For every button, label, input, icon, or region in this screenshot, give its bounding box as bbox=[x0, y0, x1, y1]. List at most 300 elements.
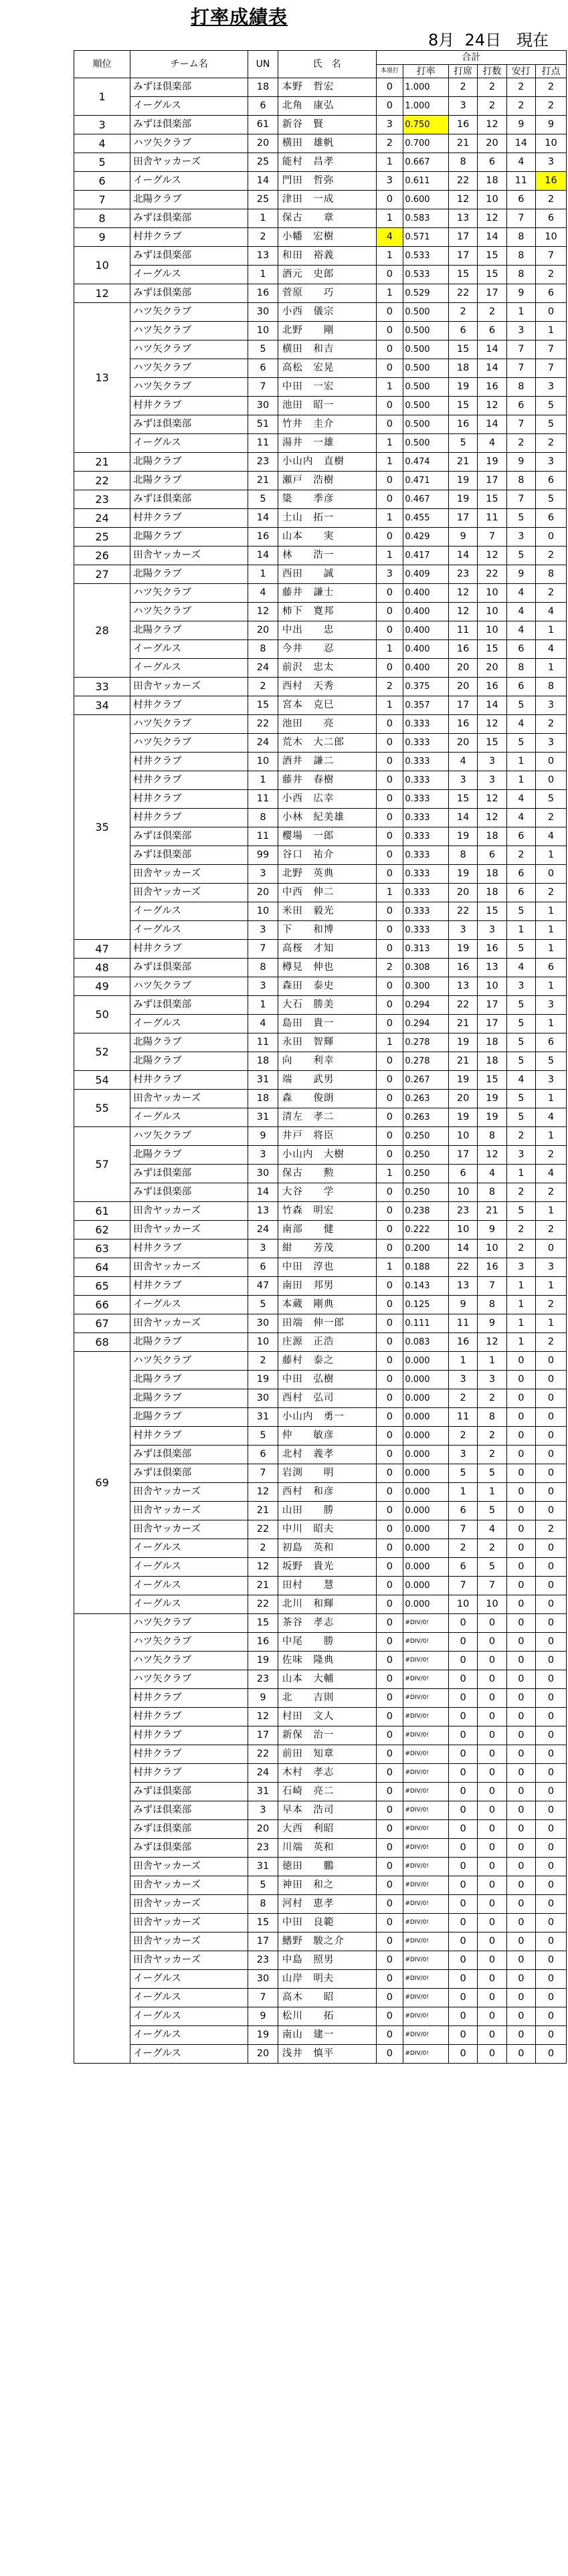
table-row bbox=[74, 1165, 567, 1183]
at-bats-cell: 16 bbox=[478, 378, 506, 397]
player-name-cell: 藤井 春樹 bbox=[278, 771, 376, 790]
rbi-cell: 6 bbox=[535, 472, 566, 490]
home-runs-cell: 0 bbox=[376, 1783, 403, 1801]
table-row bbox=[74, 1464, 567, 1483]
team-cell: 田舎ヤッカーズ bbox=[130, 1951, 248, 1970]
team-cell: 田舎ヤッカーズ bbox=[130, 1258, 248, 1277]
home-runs-cell: 0 bbox=[376, 1708, 403, 1726]
home-runs-cell: 0 bbox=[376, 1989, 403, 2007]
at-bats-cell: 17 bbox=[478, 472, 506, 490]
at-bats-cell: 12 bbox=[478, 209, 506, 228]
average-cell: #DIV/0! bbox=[403, 1895, 449, 1914]
table-row bbox=[74, 1090, 567, 1108]
average-cell: 0.313 bbox=[403, 940, 449, 959]
table-row bbox=[74, 1520, 567, 1539]
hits-cell: 4 bbox=[506, 1071, 535, 1090]
home-runs-cell: 0 bbox=[376, 1520, 403, 1539]
at-bats-cell: 0 bbox=[478, 2026, 506, 2045]
average-cell: #DIV/0! bbox=[403, 1783, 449, 1801]
team-cell: 村井クラブ bbox=[130, 809, 248, 827]
average-cell: 0.333 bbox=[403, 715, 449, 734]
team-cell: 田舎ヤッカーズ bbox=[130, 547, 248, 565]
average-cell: 0.238 bbox=[403, 1202, 449, 1221]
at-bats-cell: 9 bbox=[478, 1221, 506, 1240]
uniform-number-cell: 30 bbox=[248, 303, 278, 322]
at-bats-cell: 13 bbox=[478, 959, 506, 977]
player-name-cell: 茶谷 孝志 bbox=[278, 1614, 376, 1633]
team-cell: 北陽クラブ bbox=[130, 1371, 248, 1389]
team-cell: イーグルス bbox=[130, 1970, 248, 1989]
rank-cell: 3 bbox=[74, 116, 130, 134]
table-row bbox=[74, 1146, 567, 1165]
plate-appearances-cell: 0 bbox=[448, 1764, 477, 1783]
rank-cell: 23 bbox=[74, 490, 130, 509]
plate-appearances-cell: 13 bbox=[448, 977, 477, 996]
table-row bbox=[74, 397, 567, 415]
rank-cell: 25 bbox=[74, 528, 130, 547]
rank-cell: 4 bbox=[74, 134, 130, 153]
plate-appearances-cell: 17 bbox=[448, 1146, 477, 1165]
table-row bbox=[74, 1820, 567, 1839]
plate-appearances-cell: 19 bbox=[448, 865, 477, 884]
at-bats-cell: 3 bbox=[478, 771, 506, 790]
uniform-number-cell: 19 bbox=[248, 1371, 278, 1389]
rbi-cell: 0 bbox=[535, 1914, 566, 1933]
rbi-cell: 6 bbox=[535, 509, 566, 528]
team-cell: 村井クラブ bbox=[130, 1708, 248, 1726]
rbi-cell: 1 bbox=[535, 1277, 566, 1296]
player-name-cell: 大石 勝美 bbox=[278, 996, 376, 1015]
home-runs-cell: 0 bbox=[376, 1539, 403, 1558]
player-name-cell: 池田 昭一 bbox=[278, 397, 376, 415]
uniform-number-cell: 11 bbox=[248, 434, 278, 453]
rbi-cell: 3 bbox=[535, 1258, 566, 1277]
at-bats-cell: 18 bbox=[478, 1052, 506, 1071]
hits-cell: 1 bbox=[506, 1165, 535, 1183]
plate-appearances-cell: 22 bbox=[448, 172, 477, 191]
uniform-number-cell: 5 bbox=[248, 340, 278, 359]
team-cell: みずほ倶楽部 bbox=[130, 78, 248, 97]
hits-cell: 5 bbox=[506, 547, 535, 565]
uniform-number-cell: 1 bbox=[248, 266, 278, 284]
rbi-cell: 0 bbox=[535, 2045, 566, 2064]
table-row bbox=[74, 1352, 567, 1371]
player-name-cell: 竹井 圭介 bbox=[278, 415, 376, 434]
rbi-cell: 10 bbox=[535, 228, 566, 247]
rank-cell: 33 bbox=[74, 678, 130, 696]
uniform-number-cell: 21 bbox=[248, 1502, 278, 1520]
rbi-cell: 4 bbox=[535, 640, 566, 659]
average-cell: 0.474 bbox=[403, 453, 449, 472]
table-row bbox=[74, 1951, 567, 1970]
plate-appearances-cell: 17 bbox=[448, 247, 477, 266]
at-bats-cell: 6 bbox=[478, 846, 506, 865]
player-name-cell: 小西 広幸 bbox=[278, 790, 376, 809]
average-cell: 0.500 bbox=[403, 322, 449, 340]
at-bats-cell: 12 bbox=[478, 715, 506, 734]
rank-cell: 57 bbox=[74, 1127, 130, 1202]
plate-appearances-cell: 20 bbox=[448, 659, 477, 678]
player-name-cell: 宮本 克巳 bbox=[278, 696, 376, 715]
home-runs-cell: 0 bbox=[376, 809, 403, 827]
hits-cell: 1 bbox=[506, 753, 535, 771]
table-row bbox=[74, 1858, 567, 1876]
team-cell: イーグルス bbox=[130, 1989, 248, 2007]
player-name-cell: 能村 昌孝 bbox=[278, 153, 376, 172]
team-cell: ハツ矢クラブ bbox=[130, 134, 248, 153]
at-bats-cell: 12 bbox=[478, 1146, 506, 1165]
rank-cell: 67 bbox=[74, 1314, 130, 1333]
team-cell: 村井クラブ bbox=[130, 940, 248, 959]
average-cell: 0.294 bbox=[403, 996, 449, 1015]
table-row bbox=[74, 153, 567, 172]
hits-cell: 1 bbox=[506, 1314, 535, 1333]
rbi-cell: 3 bbox=[535, 734, 566, 753]
hits-cell: 5 bbox=[506, 902, 535, 921]
home-runs-cell: 0 bbox=[376, 1876, 403, 1895]
player-name-cell: 本野 哲宏 bbox=[278, 78, 376, 97]
team-cell: 田舎ヤッカーズ bbox=[130, 884, 248, 902]
hits-cell: 4 bbox=[506, 603, 535, 621]
rbi-cell: 2 bbox=[535, 884, 566, 902]
player-name-cell: 竹森 明宏 bbox=[278, 1202, 376, 1221]
uniform-number-cell: 13 bbox=[248, 247, 278, 266]
uniform-number-cell: 1 bbox=[248, 565, 278, 584]
team-cell: 村井クラブ bbox=[130, 1689, 248, 1708]
at-bats-cell: 12 bbox=[478, 547, 506, 565]
table-row bbox=[74, 209, 567, 228]
rbi-cell: 4 bbox=[535, 1108, 566, 1127]
average-cell: 0.000 bbox=[403, 1371, 449, 1389]
average-cell: 0.500 bbox=[403, 359, 449, 378]
at-bats-cell: 10 bbox=[478, 1595, 506, 1614]
rbi-cell: 1 bbox=[535, 659, 566, 678]
home-runs-cell: 0 bbox=[376, 1633, 403, 1652]
plate-appearances-cell: 19 bbox=[448, 472, 477, 490]
hits-cell: 2 bbox=[506, 846, 535, 865]
hits-cell: 3 bbox=[506, 528, 535, 547]
plate-appearances-cell: 10 bbox=[448, 1127, 477, 1146]
hits-cell: 4 bbox=[506, 715, 535, 734]
average-cell: 0.000 bbox=[403, 1464, 449, 1483]
rank-cell: 6 bbox=[74, 172, 130, 191]
hits-cell: 7 bbox=[506, 340, 535, 359]
uniform-number-cell: 9 bbox=[248, 2007, 278, 2026]
average-cell: #DIV/0! bbox=[403, 1726, 449, 1745]
average-cell: 0.583 bbox=[403, 209, 449, 228]
plate-appearances-cell: 11 bbox=[448, 1314, 477, 1333]
home-runs-cell: 0 bbox=[376, 603, 403, 621]
home-runs-cell: 3 bbox=[376, 116, 403, 134]
table-row bbox=[74, 846, 567, 865]
team-cell: 村井クラブ bbox=[130, 1071, 248, 1090]
average-cell: #DIV/0! bbox=[403, 1989, 449, 2007]
player-name-cell: 酒井 謙二 bbox=[278, 753, 376, 771]
plate-appearances-cell: 13 bbox=[448, 209, 477, 228]
player-name-cell: 北野 剛 bbox=[278, 322, 376, 340]
home-runs-cell: 0 bbox=[376, 734, 403, 753]
rbi-cell: 0 bbox=[535, 1408, 566, 1427]
uniform-number-cell: 7 bbox=[248, 940, 278, 959]
at-bats-cell: 0 bbox=[478, 1820, 506, 1839]
hits-cell: 3 bbox=[506, 1146, 535, 1165]
at-bats-cell: 18 bbox=[478, 1033, 506, 1052]
hits-cell: 0 bbox=[506, 1689, 535, 1708]
plate-appearances-cell: 20 bbox=[448, 734, 477, 753]
home-runs-cell: 0 bbox=[376, 1764, 403, 1783]
table-row bbox=[74, 97, 567, 116]
hits-cell: 4 bbox=[506, 959, 535, 977]
average-cell: 0.000 bbox=[403, 1352, 449, 1371]
uniform-number-cell: 12 bbox=[248, 603, 278, 621]
at-bats-cell: 0 bbox=[478, 1858, 506, 1876]
home-runs-cell: 0 bbox=[376, 790, 403, 809]
home-runs-cell: 0 bbox=[376, 1726, 403, 1745]
rbi-cell: 0 bbox=[535, 1708, 566, 1726]
player-name-cell: 和田 裕義 bbox=[278, 247, 376, 266]
at-bats-cell: 5 bbox=[478, 1558, 506, 1577]
team-cell: 田舎ヤッカーズ bbox=[130, 1933, 248, 1951]
team-cell: 田舎ヤッカーズ bbox=[130, 1502, 248, 1520]
home-runs-cell: 1 bbox=[376, 453, 403, 472]
player-name-cell: 佐味 隆典 bbox=[278, 1652, 376, 1670]
average-cell: 0.111 bbox=[403, 1314, 449, 1333]
player-name-cell: 南部 健 bbox=[278, 1221, 376, 1240]
uniform-number-cell: 23 bbox=[248, 1839, 278, 1858]
team-cell: ハツ矢クラブ bbox=[130, 1670, 248, 1689]
uniform-number-cell: 20 bbox=[248, 2045, 278, 2064]
team-cell: みずほ倶楽部 bbox=[130, 996, 248, 1015]
table-row bbox=[74, 1539, 567, 1558]
hits-cell: 6 bbox=[506, 640, 535, 659]
uniform-number-cell: 6 bbox=[248, 1258, 278, 1277]
player-name-cell: 小山内 勇一 bbox=[278, 1408, 376, 1427]
table-row bbox=[74, 996, 567, 1015]
home-runs-cell: 0 bbox=[376, 1895, 403, 1914]
at-bats-cell: 14 bbox=[478, 359, 506, 378]
rank-cell: 52 bbox=[74, 1033, 130, 1071]
uniform-number-cell: 10 bbox=[248, 1333, 278, 1352]
table-row bbox=[74, 1783, 567, 1801]
hits-cell: 2 bbox=[506, 78, 535, 97]
plate-appearances-cell: 9 bbox=[448, 1296, 477, 1314]
team-cell: 北陽クラブ bbox=[130, 621, 248, 640]
uniform-number-cell: 30 bbox=[248, 1165, 278, 1183]
player-name-cell: 藤村 泰之 bbox=[278, 1352, 376, 1371]
team-cell: みずほ倶楽部 bbox=[130, 209, 248, 228]
home-runs-cell: 3 bbox=[376, 565, 403, 584]
table-row bbox=[74, 2026, 567, 2045]
hits-cell: 0 bbox=[506, 1876, 535, 1895]
table-row bbox=[74, 1689, 567, 1708]
table-row bbox=[74, 659, 567, 678]
plate-appearances-cell: 2 bbox=[448, 78, 477, 97]
plate-appearances-cell: 11 bbox=[448, 621, 477, 640]
at-bats-cell: 0 bbox=[478, 1989, 506, 2007]
rbi-cell: 0 bbox=[535, 1558, 566, 1577]
player-name-cell: 早本 浩司 bbox=[278, 1801, 376, 1820]
average-cell: 0.417 bbox=[403, 547, 449, 565]
uniform-number-cell: 14 bbox=[248, 547, 278, 565]
table-row bbox=[74, 1914, 567, 1933]
average-cell: #DIV/0! bbox=[403, 1820, 449, 1839]
average-cell: #DIV/0! bbox=[403, 1858, 449, 1876]
hits-cell: 2 bbox=[506, 97, 535, 116]
home-runs-cell: 0 bbox=[376, 1745, 403, 1764]
rbi-cell: 1 bbox=[535, 1015, 566, 1033]
plate-appearances-cell: 0 bbox=[448, 1951, 477, 1970]
plate-appearances-cell: 0 bbox=[448, 1914, 477, 1933]
plate-appearances-cell: 7 bbox=[448, 1577, 477, 1595]
uniform-number-cell: 22 bbox=[248, 1745, 278, 1764]
table-row bbox=[74, 1314, 567, 1333]
table-row bbox=[74, 434, 567, 453]
team-cell: ハツ矢クラブ bbox=[130, 303, 248, 322]
hits-cell: 0 bbox=[506, 1539, 535, 1558]
plate-appearances-cell: 3 bbox=[448, 921, 477, 940]
rbi-cell: 1 bbox=[535, 621, 566, 640]
home-runs-cell: 0 bbox=[376, 1127, 403, 1146]
hits-cell: 3 bbox=[506, 1258, 535, 1277]
home-runs-cell: 1 bbox=[376, 1165, 403, 1183]
plate-appearances-cell: 14 bbox=[448, 1240, 477, 1258]
home-runs-cell: 0 bbox=[376, 2007, 403, 2026]
home-runs-cell: 1 bbox=[376, 547, 403, 565]
uniform-number-cell: 18 bbox=[248, 1090, 278, 1108]
rbi-cell: 0 bbox=[535, 1240, 566, 1258]
table-row bbox=[74, 640, 567, 659]
player-name-cell: 藤井 謙士 bbox=[278, 584, 376, 603]
home-runs-cell: 0 bbox=[376, 1371, 403, 1389]
uniform-number-cell: 23 bbox=[248, 453, 278, 472]
at-bats-cell: 0 bbox=[478, 1726, 506, 1745]
plate-appearances-cell: 14 bbox=[448, 809, 477, 827]
player-name-cell: 山田 勝 bbox=[278, 1502, 376, 1520]
uniform-number-cell: 1 bbox=[248, 771, 278, 790]
plate-appearances-cell: 12 bbox=[448, 584, 477, 603]
average-cell: 0.700 bbox=[403, 134, 449, 153]
rbi-cell: 0 bbox=[535, 1876, 566, 1895]
home-runs-cell: 0 bbox=[376, 1090, 403, 1108]
team-cell: 北陽クラブ bbox=[130, 1333, 248, 1352]
at-bats-cell: 8 bbox=[478, 1183, 506, 1202]
hits-cell: 0 bbox=[506, 1577, 535, 1595]
player-name-cell: 仲 敏彦 bbox=[278, 1427, 376, 1446]
hits-cell: 1 bbox=[506, 1333, 535, 1352]
hits-cell: 8 bbox=[506, 266, 535, 284]
player-name-cell: 森田 泰史 bbox=[278, 977, 376, 996]
header-name: 氏 名 bbox=[278, 51, 376, 78]
plate-appearances-cell: 0 bbox=[448, 1839, 477, 1858]
table-row bbox=[74, 1726, 567, 1745]
team-cell: 田舎ヤッカーズ bbox=[130, 1895, 248, 1914]
table-row bbox=[74, 191, 567, 209]
table-row bbox=[74, 378, 567, 397]
at-bats-cell: 0 bbox=[478, 1876, 506, 1895]
plate-appearances-cell: 6 bbox=[448, 1502, 477, 1520]
average-cell: 1.000 bbox=[403, 97, 449, 116]
hits-cell: 0 bbox=[506, 1408, 535, 1427]
average-cell: 0.667 bbox=[403, 153, 449, 172]
hits-cell: 5 bbox=[506, 1015, 535, 1033]
plate-appearances-cell: 0 bbox=[448, 1801, 477, 1820]
plate-appearances-cell: 0 bbox=[448, 2007, 477, 2026]
rank-cell: 12 bbox=[74, 284, 130, 303]
average-cell: 0.000 bbox=[403, 1389, 449, 1408]
hits-cell: 0 bbox=[506, 1446, 535, 1464]
at-bats-cell: 15 bbox=[478, 734, 506, 753]
at-bats-cell: 5 bbox=[478, 1464, 506, 1483]
uniform-number-cell: 12 bbox=[248, 1483, 278, 1502]
player-name-cell: 田村 慧 bbox=[278, 1577, 376, 1595]
player-name-cell: 本蔵 剛典 bbox=[278, 1296, 376, 1314]
at-bats-cell: 15 bbox=[478, 902, 506, 921]
plate-appearances-cell: 0 bbox=[448, 2045, 477, 2064]
rbi-cell: 2 bbox=[535, 1296, 566, 1314]
hits-cell: 8 bbox=[506, 228, 535, 247]
player-name-cell: 中西 伸二 bbox=[278, 884, 376, 902]
hits-cell: 4 bbox=[506, 809, 535, 827]
plate-appearances-cell: 2 bbox=[448, 1389, 477, 1408]
player-name-cell: 向 利幸 bbox=[278, 1052, 376, 1071]
rbi-cell: 9 bbox=[535, 116, 566, 134]
uniform-number-cell: 30 bbox=[248, 1389, 278, 1408]
home-runs-cell: 0 bbox=[376, 1446, 403, 1464]
player-name-cell: 横田 和吉 bbox=[278, 340, 376, 359]
average-cell: 0.250 bbox=[403, 1165, 449, 1183]
team-cell: みずほ倶楽部 bbox=[130, 1165, 248, 1183]
home-runs-cell: 0 bbox=[376, 1221, 403, 1240]
plate-appearances-cell: 16 bbox=[448, 1333, 477, 1352]
table-row bbox=[74, 1052, 567, 1071]
average-cell: 0.333 bbox=[403, 771, 449, 790]
table-row bbox=[74, 603, 567, 621]
hits-cell: 9 bbox=[506, 116, 535, 134]
hits-cell: 0 bbox=[506, 1989, 535, 2007]
uniform-number-cell: 31 bbox=[248, 1783, 278, 1801]
team-cell: イーグルス bbox=[130, 1595, 248, 1614]
plate-appearances-cell: 1 bbox=[448, 1352, 477, 1371]
team-cell: ハツ矢クラブ bbox=[130, 1614, 248, 1633]
rank-cell: 49 bbox=[74, 977, 130, 996]
uniform-number-cell: 14 bbox=[248, 509, 278, 528]
plate-appearances-cell: 16 bbox=[448, 415, 477, 434]
at-bats-cell: 0 bbox=[478, 1839, 506, 1858]
team-cell: 田舎ヤッカーズ bbox=[130, 1221, 248, 1240]
average-cell: #DIV/0! bbox=[403, 1970, 449, 1989]
rbi-cell: 3 bbox=[535, 1071, 566, 1090]
team-cell: 村井クラブ bbox=[130, 1277, 248, 1296]
team-cell: イーグルス bbox=[130, 921, 248, 940]
plate-appearances-cell: 0 bbox=[448, 1970, 477, 1989]
home-runs-cell: 0 bbox=[376, 1202, 403, 1221]
hits-cell: 0 bbox=[506, 1371, 535, 1389]
rbi-cell: 7 bbox=[535, 359, 566, 378]
average-cell: 0.222 bbox=[403, 1221, 449, 1240]
hits-cell: 2 bbox=[506, 1221, 535, 1240]
at-bats-cell: 2 bbox=[478, 1539, 506, 1558]
hits-cell: 0 bbox=[506, 1483, 535, 1502]
uniform-number-cell: 9 bbox=[248, 1689, 278, 1708]
plate-appearances-cell: 16 bbox=[448, 959, 477, 977]
uniform-number-cell: 15 bbox=[248, 1614, 278, 1633]
average-cell: 0.200 bbox=[403, 1240, 449, 1258]
plate-appearances-cell: 18 bbox=[448, 359, 477, 378]
home-runs-cell: 0 bbox=[376, 996, 403, 1015]
rank-cell: 26 bbox=[74, 547, 130, 565]
hits-cell: 2 bbox=[506, 1183, 535, 1202]
player-name-cell: 門田 哲弥 bbox=[278, 172, 376, 191]
